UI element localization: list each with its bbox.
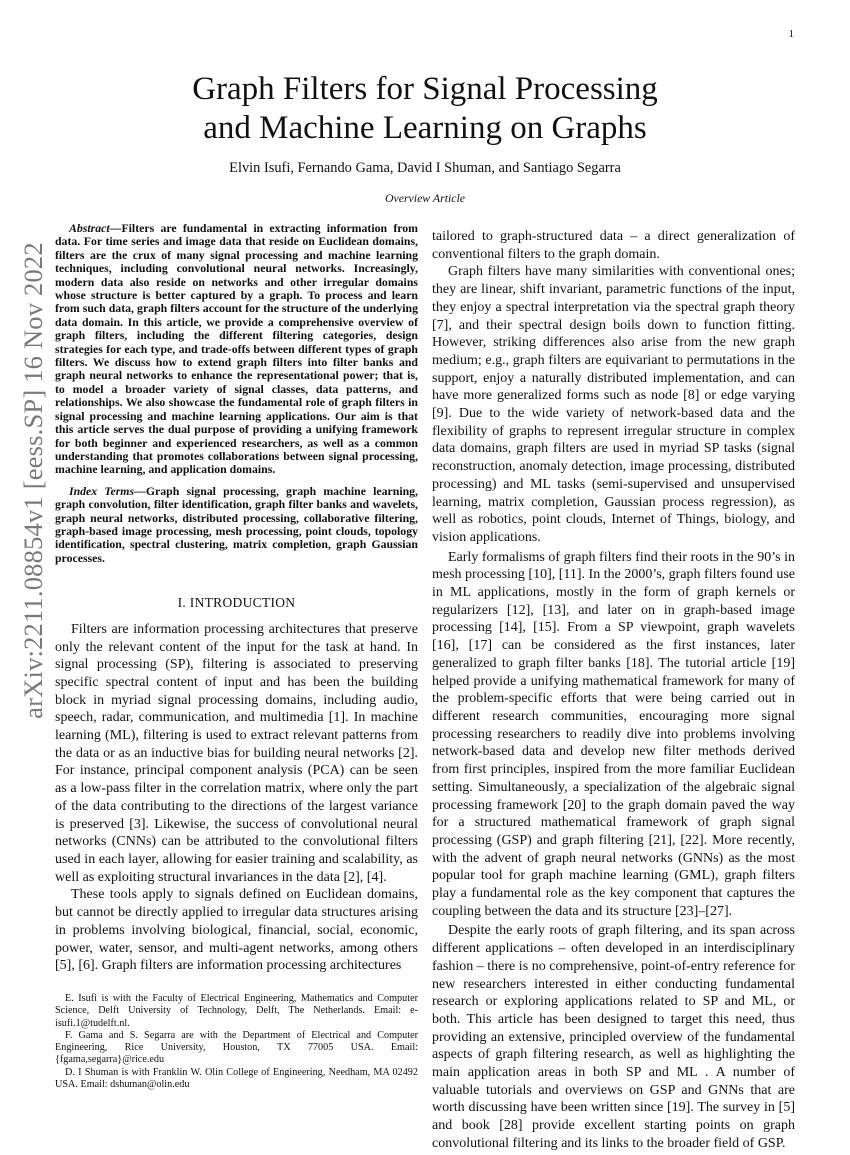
title-line-2: and Machine Learning on Graphs: [203, 110, 647, 146]
right-column: [432, 228, 795, 1155]
intro-paragraph: These tools apply to signals defined on Euclidean domains, but cannot be directly applied to irregular data structures arising in problems involving biological, financial, social, economic, power, water, sensor, and multi-agent networks, among others [5], [6]. Graph filters are information processing architectures: [55, 887, 418, 974]
body-paragraph: Graph filters have many similarities with conventional ones; they are linear, shift invariant, parametric functions of the input, they enjoy a spectral interpretation via the spectral graph theory [7], and their spectral design boils down to function fitting. However, striking differences also arise from the new graph medium; e.g., graph filters are equivariant to permutations in the support, enjoy a naturally distributed implementation, and can have more generalized forms such as node [8] or edge varying [9]. Due to the wide variety of network-based data and the flexibility of graphs to represent irregular structure in complex data domains, graph filters are used in myriad SP tasks (signal reconstruction, anomaly detection, image processing, distributed processing) and ML tasks (semi-supervised and unsupervised learning, matrix completion, Gaussian process regression), as well as robotics, point clouds, Internet of Things, biology, and vision applications.: [432, 264, 795, 545]
arxiv-id: arXiv:2211.08854v1 [eess.SP] 16 Nov 2022: [17, 241, 48, 719]
body-paragraph: Early formalisms of graph filters find their roots in the 90’s in mesh processing [10], [11]. In the 2000’s, graph filters found use in ML applications, mostly in the form of graph kernels or regularizers [12], [13], and later on in graph-based image processing [14], [15]. From a SP viewpoint, graph wavelets [16], [17] can be considered as the first instances, later generalized to graph filter banks [18]. The tutorial article [19] helped provide a unifying mathematical framework for many of the problem-specific efforts that were being carried out in different research communities, encouraging more signal processing researchers to readily dive into problems involving network-based data and develop new filter methods derived from first principles, inspired from the more familiar Euclidean setting. Simultaneously, a specialization of the algebraic signal processing framework [20] to the graph domain paved the way for a structured mathematical framework of graph signal processing (GSP) and graph filtering [21], [22]. More recently, with the advent of graph neural networks (GNNs) as the most popular tool for graph machine learning (GML), graph filters play a fundamental role as the key component that captures the coupling between the data and its structure [23]–[27].: [432, 549, 796, 919]
abstract: [55, 222, 418, 477]
abstract-text: Filters are fundamental in extracting information from data. For time series and image data that reside on Euclidean domains, filters are the crux of many signal processing and machine learning techniques, including convolutional neural networks. Increasingly, modern data also reside on networks and other irregular domains whose structure is better captured by a graph. To process and learn from such data, graph filters account for the structure of the underlying data domain. In this article, we provide a comprehensive overview of graph filters, including the different filtering categories, design strategies for each type, and trade-offs between different types of graph filters. We discuss how to extend graph filters into filter banks and graph neural networks to enhance the representational power; that is, to model a broader variety of signal classes, data patterns, and relationships. We also showcase the fundamental role of graph filters in signal processing and machine learning applications. Our aim is that this article serves the dual purpose of providing a unifying framework for both beginner and experienced researchers, as well as a common understanding that promotes collaborations between signal processing, machine learning, and application domains.: [55, 221, 418, 477]
index-terms-text: Graph signal processing, graph machine learning, graph convolution, filter identification, graph filter banks and wavelets, graph neural networks, distributed processing, collaborative filtering, graph-based image processing, mesh processing, point clouds, topology identification, spectral clustering, matrix completion, graph Gaussian processes.: [55, 483, 418, 565]
arxiv-watermark: [8, 241, 58, 719]
author-list: Elvin Isufi, Fernando Gama, David I Shuman, and Santiago Segarra: [229, 160, 621, 176]
body-paragraph: Despite the early roots of graph filtering, and its span across different applications – often developed in an interdisciplinary fashion – there is no comprehensive, point-of-entry reference for new researchers interested in either conducting fundamental research or exploring applications related to SP and ML, or both. This article has been designed to target this need, thus providing an extensive, principled overview of the fundamental aspects of graph filtering research, as well as highlighting the main application areas in both SP and ML . A number of valuable tutorials and overviews on GSP and GNNs that are worth discussing have been written since [19]. The survey in [5] and book [28] provide excellent starting points on graph convolutional filtering and its links to the broader field of GSP.: [432, 923, 795, 1151]
index-terms: [55, 485, 418, 565]
index-terms-label: Index Terms—: [69, 483, 146, 498]
intro-paragraph: Filters are information processing architectures that preserve only the relevant content of the input for the task at hand. In signal processing (SP), filtering is associated to preserving specific spectral content of input and has been the building block in myriad signal processing domains, including audio, speech, radar, communication, and multimedia [1]. In machine learning (ML), filtering is used to extract relevant patterns from the data or as an inductive bias for building neural networks [2]. For instance, principal component analysis (PCA) can be seen as a low-pass filter in the correlation matrix, where only the part of the data contributing to the directions of the largest variance is preserved [3]. Likewise, the success of convolutional neural networks (CNNs) can be attributed to the convolutional filters used in each layer, allowing for easier training and scalability, as well as exploiting structural invariances in the data [2], [4].: [55, 621, 418, 885]
left-column: [55, 222, 418, 1091]
footnote-affiliation: D. I Shuman is with Franklin W. Olin College of Engineering, Needham, MA 02492 USA. Email: dshuman@olin.edu: [55, 1066, 418, 1090]
section-heading-introduction: I. INTRODUCTION: [177, 595, 296, 611]
footnote-affiliation: E. Isufi is with the Faculty of Electrical Engineering, Mathematics and Computer Science, Delft University of Technology, Delft, The Netherlands. Email: e-isufi.1@tudelft.nl.: [55, 992, 418, 1029]
page-number: 1: [788, 28, 794, 40]
abstract-label: Abstract—: [69, 221, 122, 235]
article-type: Overview Article: [384, 191, 466, 205]
paper-title: [0, 70, 850, 148]
title-line-1: Graph Filters for Signal Processing: [192, 71, 658, 107]
body-paragraph-continued: tailored to graph-structured data – a direct generalization of conventional filters to the graph domain.: [432, 229, 795, 262]
footnote-affiliation: F. Gama and S. Segarra are with the Department of Electrical and Computer Engineering, Rice University, Houston, TX 77005 USA. Email: {fgama,segarra}@rice.edu: [55, 1029, 418, 1066]
